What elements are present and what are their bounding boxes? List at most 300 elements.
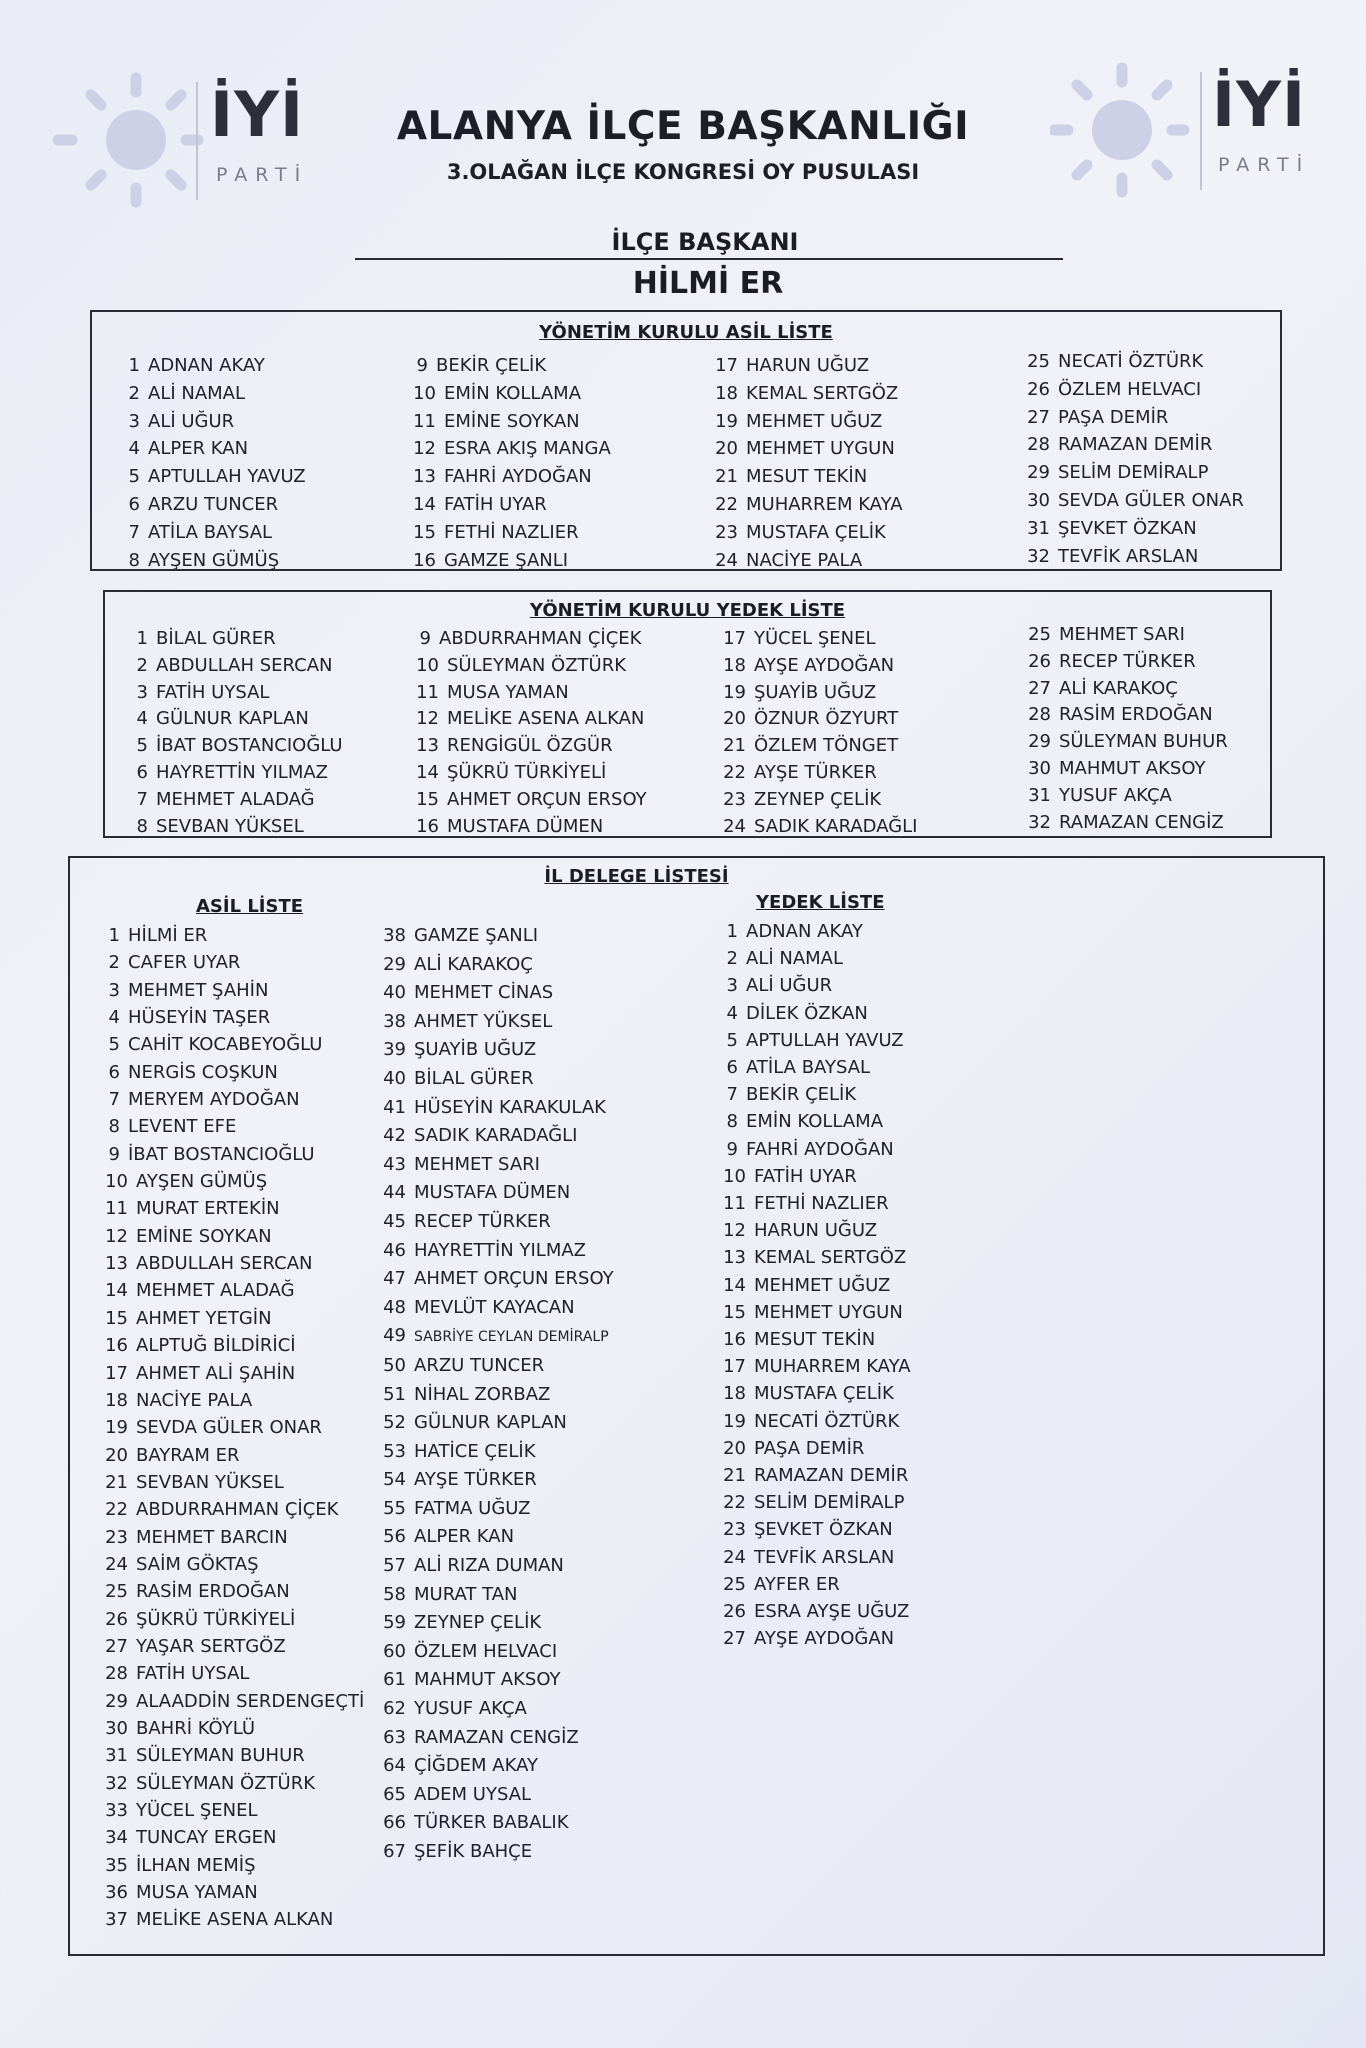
item-name: BİLAL GÜRER — [156, 628, 276, 649]
list-item — [370, 1638, 614, 1667]
item-number: 20 — [105, 1444, 128, 1466]
item-number: 4 — [108, 1007, 120, 1029]
item-name: SÜLEYMAN ÖZTÜRK — [136, 1772, 316, 1794]
list-item — [120, 733, 343, 760]
item-name: MEHMET ŞAHİN — [128, 979, 269, 1001]
item-number: 2 — [128, 382, 140, 404]
item-name: İLHAN MEMİŞ — [136, 1854, 256, 1876]
item-name: AYFER ER — [754, 1573, 840, 1595]
item-number: 18 — [723, 1383, 746, 1405]
item-name: MAHMUT AKSOY — [414, 1669, 561, 1691]
item-name: SADIK KARADAĞLI — [414, 1125, 578, 1147]
item-name: ŞÜKRÜ TÜRKİYELİ — [136, 1608, 296, 1630]
item-number: 29 — [105, 1690, 128, 1712]
item-number: 38 — [383, 1010, 406, 1032]
item-number: 17 — [723, 628, 746, 649]
item-name: MERYEM AYDOĞAN — [128, 1089, 300, 1111]
list-item — [370, 1208, 614, 1237]
item-number: 15 — [413, 521, 436, 543]
item-name: ÖZLEM TÖNGET — [754, 735, 899, 757]
item-name: MUSA YAMAN — [136, 1882, 258, 1904]
item-number: 53 — [383, 1440, 406, 1462]
list-item — [370, 1752, 614, 1781]
item-name: FAHRİ AYDOĞAN — [746, 1138, 894, 1160]
list-item — [92, 1004, 364, 1031]
item-name: ALİ UĞUR — [148, 410, 235, 432]
item-number: 30 — [1028, 757, 1051, 779]
item-name: MELİKE ASENA ALKAN — [447, 708, 645, 730]
list-item — [370, 979, 614, 1008]
list-item — [400, 463, 611, 491]
item-number: 3 — [136, 681, 148, 703]
item-number: 40 — [383, 982, 406, 1004]
list-item — [710, 1326, 911, 1353]
item-number: 2 — [726, 948, 738, 970]
item-number: 44 — [383, 1182, 406, 1204]
item-name: İBAT BOSTANCIOĞLU — [156, 735, 343, 757]
item-number: 8 — [136, 815, 148, 837]
list-item — [702, 463, 903, 491]
item-number: 24 — [723, 815, 746, 837]
list-item — [710, 760, 918, 787]
item-number: 19 — [723, 1410, 746, 1432]
list-item — [92, 1305, 364, 1332]
item-name: KEMAL SERTGÖZ — [746, 382, 899, 404]
item-number: 28 — [1027, 434, 1050, 456]
list-item — [370, 1666, 614, 1695]
list-item — [370, 1695, 614, 1724]
item-name: MAHMUT AKSOY — [1059, 757, 1206, 779]
item-name: RAMAZAN CENGİZ — [1059, 811, 1224, 833]
item-number: 8 — [726, 1111, 738, 1133]
list-item — [1015, 756, 1228, 783]
item-name: YÜCEL ŞENEL — [136, 1800, 258, 1821]
item-name: HÜSEYİN TAŞER — [128, 1007, 271, 1029]
list-item — [370, 1294, 614, 1323]
item-number: 61 — [383, 1669, 406, 1691]
item-number: 12 — [416, 708, 439, 730]
yedek-column-3 — [710, 626, 918, 840]
document-title: ALANYA İLÇE BAŞKANLIĞI — [396, 104, 970, 149]
list-item — [710, 653, 918, 680]
list-item — [702, 547, 903, 575]
list-item — [92, 1742, 364, 1769]
item-name: NACİYE PALA — [136, 1389, 253, 1411]
item-name: MUHARREM KAYA — [754, 1356, 911, 1378]
il-yedek-label: YEDEK LİSTE — [756, 892, 885, 913]
item-name: RENGİGÜL ÖZGÜR — [447, 735, 613, 757]
item-name: İBAT BOSTANCIOĞLU — [128, 1143, 315, 1165]
item-number: 32 — [1028, 811, 1051, 833]
item-number: 13 — [416, 735, 439, 757]
list-item — [403, 760, 647, 787]
item-name: ÖZLEM HELVACI — [414, 1640, 558, 1662]
item-name: ALİ NAMAL — [746, 948, 844, 970]
item-number: 51 — [383, 1383, 406, 1405]
list-item — [370, 1008, 614, 1037]
list-item — [710, 814, 918, 841]
item-number: 5 — [136, 735, 148, 757]
list-item — [112, 463, 306, 491]
list-item — [92, 922, 364, 949]
list-item — [400, 491, 611, 519]
item-name: APTULLAH YAVUZ — [746, 1029, 904, 1051]
item-name: EMİNE SOYKAN — [444, 410, 580, 432]
asil-column-1 — [112, 352, 306, 574]
list-item — [710, 1598, 911, 1625]
item-number: 11 — [723, 1193, 746, 1215]
item-name: MEHMET ALADAĞ — [156, 788, 315, 810]
item-number: 16 — [416, 815, 439, 837]
logo-brand: İYİ — [1212, 68, 1307, 141]
list-item — [710, 1380, 911, 1407]
item-name: AHMET ORÇUN ERSOY — [447, 788, 647, 810]
list-item — [710, 1217, 911, 1244]
item-number: 23 — [723, 788, 746, 810]
list-item — [92, 1688, 364, 1715]
list-item — [370, 1552, 614, 1581]
item-number: 32 — [105, 1772, 128, 1794]
item-number: 15 — [105, 1307, 128, 1329]
item-number: 64 — [383, 1755, 406, 1777]
list-item — [92, 1824, 364, 1851]
item-number: 21 — [715, 466, 738, 488]
list-item — [120, 814, 343, 841]
asil-list-title: YÖNETİM KURULU ASİL LİSTE — [539, 322, 833, 343]
list-item — [1015, 622, 1228, 649]
item-name: HARUN UĞUZ — [754, 1220, 878, 1242]
item-name: ATİLA BAYSAL — [746, 1057, 871, 1079]
list-item — [120, 787, 343, 814]
list-item — [710, 1625, 911, 1652]
list-item — [710, 1000, 911, 1027]
logo-sub: PARTİ — [216, 164, 309, 186]
list-item — [370, 922, 614, 951]
item-name: SEVBAN YÜKSEL — [136, 1471, 284, 1493]
item-number: 13 — [413, 466, 436, 488]
item-number: 22 — [723, 761, 746, 783]
item-number: 10 — [413, 382, 436, 404]
list-item — [370, 1409, 614, 1438]
list-item — [370, 1809, 614, 1838]
item-name: AHMET YETGİN — [136, 1307, 272, 1329]
list-item — [710, 680, 918, 707]
list-item — [400, 408, 611, 436]
item-number: 40 — [383, 1067, 406, 1089]
item-name: ÇİĞDEM AKAY — [414, 1755, 539, 1777]
item-name: HÜSEYİN KARAKULAK — [414, 1096, 606, 1118]
item-name: RECEP TÜRKER — [414, 1210, 551, 1232]
item-name: TUNCAY ERGEN — [136, 1827, 277, 1849]
item-number: 1 — [136, 628, 148, 649]
item-number: 11 — [413, 410, 436, 432]
item-number: 49 — [383, 1325, 406, 1347]
item-number: 17 — [105, 1362, 128, 1384]
item-number: 23 — [105, 1526, 128, 1548]
list-item — [710, 1299, 911, 1326]
item-number: 22 — [723, 1492, 746, 1514]
item-number: 16 — [723, 1329, 746, 1351]
item-number: 12 — [723, 1220, 746, 1242]
item-name: CAHİT KOCABEYOĞLU — [128, 1034, 323, 1056]
item-number: 18 — [715, 382, 738, 404]
item-number: 38 — [383, 925, 406, 946]
il-asil-label: ASİL LİSTE — [196, 896, 304, 917]
list-item — [400, 380, 611, 408]
item-number: 5 — [128, 466, 140, 488]
item-name: HİLMİ ER — [128, 925, 208, 946]
list-item — [370, 1265, 614, 1294]
item-name: MELİKE ASENA ALKAN — [136, 1909, 334, 1931]
list-item — [702, 491, 903, 519]
list-item — [1014, 487, 1244, 515]
item-name: ABDULLAH SERCAN — [156, 654, 333, 676]
item-name: FATİH UYAR — [444, 493, 547, 515]
item-name: ŞUAYİB UĞUZ — [754, 681, 877, 703]
item-name: KEMAL SERTGÖZ — [754, 1247, 907, 1269]
item-number: 12 — [105, 1225, 128, 1247]
list-item — [370, 1581, 614, 1610]
item-name: FAHRİ AYDOĞAN — [444, 466, 592, 488]
item-number: 35 — [105, 1854, 128, 1876]
item-name: AYŞEN GÜMÜŞ — [148, 549, 280, 571]
item-number: 29 — [1027, 462, 1050, 484]
item-number: 43 — [383, 1153, 406, 1175]
list-item — [92, 1551, 364, 1578]
item-number: 24 — [723, 1546, 746, 1568]
item-name: FATİH UYSAL — [136, 1663, 250, 1685]
list-item — [710, 1244, 911, 1271]
item-name: MEHMET UYGUN — [746, 438, 895, 460]
item-name: TEVFİK ARSLAN — [1058, 545, 1199, 567]
item-name: RAMAZAN DEMİR — [754, 1465, 909, 1487]
item-number: 42 — [383, 1125, 406, 1147]
item-name: YAŞAR SERTGÖZ — [136, 1635, 286, 1657]
list-item — [370, 1724, 614, 1753]
item-name: AYŞE TÜRKER — [754, 761, 877, 783]
item-number: 28 — [1028, 704, 1051, 726]
item-number: 25 — [105, 1581, 128, 1603]
list-item — [710, 945, 911, 972]
list-item — [92, 1031, 364, 1058]
list-item — [120, 653, 343, 680]
list-item — [370, 1438, 614, 1467]
document-subtitle: 3.OLAĞAN İLÇE KONGRESİ OY PUSULASI — [446, 160, 920, 184]
item-name: SEVDA GÜLER ONAR — [136, 1417, 322, 1439]
list-item — [710, 1571, 911, 1598]
item-name: EMİNE SOYKAN — [136, 1225, 272, 1247]
list-item — [92, 1141, 364, 1168]
item-number: 1 — [108, 925, 120, 946]
item-name: ABDULLAH SERCAN — [136, 1253, 313, 1275]
item-name: ŞEFİK BAHÇE — [414, 1841, 533, 1862]
list-item — [710, 1544, 911, 1571]
item-name: FATİH UYSAL — [156, 681, 270, 703]
item-number: 24 — [105, 1553, 128, 1575]
item-number: 26 — [1028, 650, 1051, 672]
item-number: 6 — [726, 1057, 738, 1079]
list-item — [92, 1578, 364, 1605]
list-item — [710, 1108, 911, 1135]
item-name: SABRİYE CEYLAN DEMİRALP — [414, 1329, 609, 1346]
item-number: 32 — [1027, 545, 1050, 567]
item-number: 3 — [128, 410, 140, 432]
item-name: AYŞE TÜRKER — [414, 1469, 537, 1491]
list-item — [370, 1322, 614, 1352]
item-name: MUSA YAMAN — [447, 681, 569, 703]
list-item — [370, 1179, 614, 1208]
item-name: ALİ UĞUR — [746, 975, 833, 997]
item-name: AHMET YÜKSEL — [414, 1010, 553, 1032]
item-number: 13 — [723, 1247, 746, 1269]
item-number: 60 — [383, 1640, 406, 1662]
list-item — [112, 380, 306, 408]
item-number: 10 — [723, 1165, 746, 1187]
item-number: 47 — [383, 1268, 406, 1290]
item-name: DİLEK ÖZKAN — [746, 1002, 868, 1024]
item-number: 30 — [1027, 489, 1050, 511]
list-item — [1014, 348, 1244, 376]
item-number: 62 — [383, 1698, 406, 1720]
item-number: 14 — [416, 761, 439, 783]
item-number: 1 — [726, 921, 738, 942]
item-number: 20 — [723, 708, 746, 730]
item-name: MEVLÜT KAYACAN — [414, 1296, 575, 1318]
list-item — [710, 1190, 911, 1217]
list-item — [710, 1408, 911, 1435]
item-number: 24 — [715, 549, 738, 571]
item-number: 17 — [715, 355, 738, 376]
item-number: 11 — [416, 681, 439, 703]
item-name: ALİ KARAKOÇ — [1059, 677, 1178, 699]
item-number: 22 — [715, 493, 738, 515]
president-label: İLÇE BAŞKANI — [611, 228, 799, 256]
list-item — [1014, 431, 1244, 459]
item-name: SÜLEYMAN ÖZTÜRK — [447, 654, 627, 676]
list-item — [370, 1466, 614, 1495]
list-item — [710, 1516, 911, 1543]
item-number: 23 — [715, 521, 738, 543]
item-name: AHMET ALİ ŞAHİN — [136, 1362, 296, 1384]
item-name: FETHİ NAZLIER — [444, 521, 579, 543]
item-number: 18 — [723, 654, 746, 676]
item-number: 18 — [105, 1389, 128, 1411]
list-item — [370, 1122, 614, 1151]
item-number: 19 — [715, 410, 738, 432]
item-number: 7 — [726, 1084, 738, 1106]
item-name: FATMA UĞUZ — [414, 1497, 531, 1519]
list-item — [1015, 810, 1228, 837]
item-name: AYŞE AYDOĞAN — [754, 654, 895, 676]
item-name: ADEM UYSAL — [414, 1783, 532, 1805]
item-name: ALİ KARAKOÇ — [414, 953, 533, 975]
item-number: 15 — [723, 1301, 746, 1323]
item-number: 41 — [383, 1096, 406, 1118]
item-number: 30 — [105, 1717, 128, 1739]
item-name: MUSTAFA ÇELİK — [746, 521, 886, 543]
list-item — [92, 1360, 364, 1387]
item-number: 50 — [383, 1354, 406, 1376]
list-item — [403, 626, 647, 653]
president-name: HİLMİ ER — [632, 266, 784, 301]
item-number: 22 — [105, 1499, 128, 1521]
list-item — [702, 435, 903, 463]
item-name: ÖZNUR ÖZYURT — [754, 708, 899, 730]
item-number: 25 — [1028, 624, 1051, 645]
item-number: 8 — [128, 549, 140, 571]
item-name: GÜLNUR KAPLAN — [414, 1412, 567, 1434]
item-number: 46 — [383, 1239, 406, 1261]
item-name: MEHMET SARI — [414, 1153, 540, 1175]
list-item — [92, 1113, 364, 1140]
item-name: HAYRETTİN YILMAZ — [156, 761, 329, 783]
item-name: ADNAN AKAY — [746, 921, 863, 942]
list-item — [702, 380, 903, 408]
item-number: 45 — [383, 1210, 406, 1232]
item-name: ZEYNEP ÇELİK — [414, 1612, 542, 1634]
item-name: AYŞE AYDOĞAN — [754, 1628, 895, 1650]
list-item — [710, 1081, 911, 1108]
item-name: SAİM GÖKTAŞ — [136, 1553, 259, 1575]
item-name: LEVENT EFE — [128, 1116, 237, 1138]
item-name: MUSTAFA DÜMEN — [414, 1182, 571, 1204]
item-name: RASİM ERDOĞAN — [136, 1581, 290, 1603]
list-item — [120, 626, 343, 653]
list-item — [112, 408, 306, 436]
list-item — [112, 491, 306, 519]
item-name: SEVDA GÜLER ONAR — [1058, 489, 1244, 511]
list-item — [92, 977, 364, 1004]
item-number: 19 — [723, 681, 746, 703]
item-number: 2 — [136, 654, 148, 676]
item-name: ZEYNEP ÇELİK — [754, 788, 882, 810]
item-name: MESUT TEKİN — [754, 1329, 876, 1351]
list-item — [92, 1660, 364, 1687]
item-number: 26 — [105, 1608, 128, 1630]
list-item — [710, 1272, 911, 1299]
list-item — [120, 680, 343, 707]
item-name: PAŞA DEMİR — [754, 1437, 865, 1459]
item-name: MUSTAFA DÜMEN — [447, 815, 604, 837]
list-item — [92, 1852, 364, 1879]
list-item — [1014, 515, 1244, 543]
item-number: 2 — [108, 952, 120, 974]
item-number: 12 — [413, 438, 436, 460]
item-number: 67 — [383, 1841, 406, 1862]
list-item — [710, 972, 911, 999]
list-item — [1014, 459, 1244, 487]
item-number: 15 — [416, 788, 439, 810]
il-delege-box — [68, 856, 1325, 1956]
list-item — [92, 1277, 364, 1304]
item-number: 1 — [128, 355, 140, 376]
list-item — [1015, 783, 1228, 810]
item-name: GAMZE ŞANLI — [444, 549, 569, 571]
item-number: 52 — [383, 1412, 406, 1434]
item-name: ALPER KAN — [414, 1526, 515, 1548]
item-name: BAYRAM ER — [136, 1444, 240, 1466]
list-item — [92, 1250, 364, 1277]
item-number: 28 — [105, 1663, 128, 1685]
yedek-column-1 — [120, 626, 343, 840]
item-name: SADIK KARADAĞLI — [754, 815, 918, 837]
item-number: 34 — [105, 1827, 128, 1849]
item-number: 6 — [108, 1061, 120, 1083]
item-name: ARZU TUNCER — [148, 493, 279, 515]
item-name: GAMZE ŞANLI — [414, 925, 539, 946]
list-item — [400, 435, 611, 463]
list-item — [112, 435, 306, 463]
